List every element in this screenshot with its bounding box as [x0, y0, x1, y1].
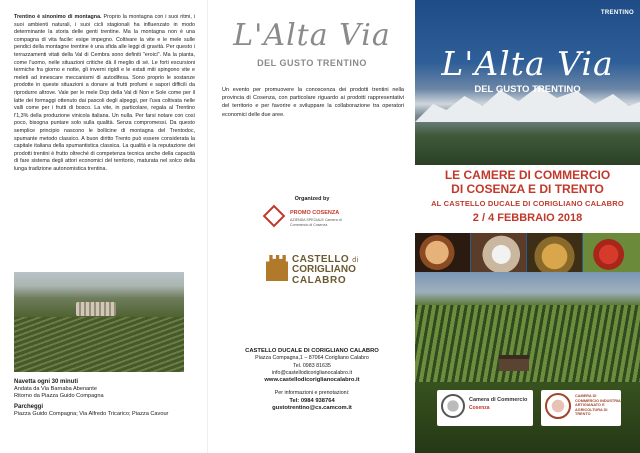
- cover-title-line1: LE CAMERE DI COMMERCIO: [444, 168, 611, 182]
- organized-by-label: Organized by: [294, 196, 330, 202]
- seal-icon: [441, 394, 465, 418]
- intro-text: [14, 14, 195, 173]
- event-logo-script: L'Alta Via: [233, 18, 391, 53]
- vineyard-rows: [14, 317, 184, 372]
- castello-logo: [266, 251, 366, 291]
- cc-trento-logo: [541, 390, 621, 426]
- panel-middle: [207, 0, 415, 453]
- intro-body: Proprio la montagna con i suoi ritmi, i suoi ambienti naturali, i suoi cicli stagionali ha influenzato in modo determinante la storia delle genti trentine. Ma la montagna non è una compagna di vita facile: esige impegno. Coltivare la vite e le mele sulle pendici della montagne trentine è una sfida alle leggi di gravità. Per questo i terrazzamenti vitati della Val di Cembra sono definiti "eroici". Ma la pianta, come l'uomo, nelle situazioni critiche dà il meglio di sé. Le forti escursioni termiche fra giorno e notte, gli inverni rigidi e le estati miti spingono vite e meleti ad innescare meccanismi di autodifesa. Sono proprio le sostanze prodotte in queste situazioni a donare ai frutti profumi e sapori difficili da riprodurre altrove. Vale per le mele Dop della Val di Non e Sole come per il latte dei formaggi ottenuto dai pascoli degli alpeggi, per l'uva coltivata nelle valli come per i frutti di bosco. La vite, in particolare, regala al Trentino l'1,3% della produzione vinicola italiana. Un nulla. Per farsi notare con così poco, bisogna puntare solo sulla qualità. Senza compromessi. Da questo semplice principio nascono le bollicine di montagna del Trentodoc, spumante metodo classico. A buon diritto Trento può essere considerata la capitale italiana della spumantistica classica. La qualità e la reputazione dei prodotti trentini è frutto oltreché di competenza tecnica anche della capacità di fare sistema degli attori economici del territorio, maturata nel solco della lunga tradizione autonomistica trentina.: [14, 14, 195, 172]
- cover-title: [415, 168, 640, 196]
- castello-line2: CORIGLIANO: [292, 264, 356, 275]
- food-photo-wine: [415, 233, 470, 272]
- booking-title: Per informazioni e prenotazioni:: [274, 390, 350, 397]
- cc-cosenza-city: Cosenza: [469, 405, 490, 411]
- cover-title-line2: DI COSENZA E DI TRENTO: [451, 182, 604, 196]
- cover-logo-script: L'Alta Via: [441, 44, 614, 83]
- contact-title: CASTELLO DUCALE DI CORIGLIANO CALABRO: [245, 348, 379, 354]
- cover-logo-sub: DEL GUSTO TRENTINO: [474, 84, 581, 95]
- cover-dates: 2 / 4 FEBBRAIO 2018: [472, 212, 583, 224]
- booking-tel: Tel: 0984 938764: [289, 397, 335, 404]
- cc-cosenza-name: Camera di Commercio: [469, 397, 528, 403]
- promo-sub: AZIENDA SPECIALE Camera di Commercio di Cosenza: [290, 218, 342, 227]
- food-photo-apples: [583, 233, 640, 272]
- navetta-line1: Andata da Via Barnaba Abenante: [14, 386, 97, 393]
- castello-line3: CALABRO: [292, 275, 347, 286]
- cc-trento-name: CAMERA DI COMMERCIO INDUSTRIA ARTIGIANATO E AGRICOLTURA DI TRENTO: [575, 394, 621, 417]
- event-logo-sub: DEL GUSTO TRENTINO: [257, 58, 367, 68]
- promo-diamond-icon: [263, 205, 286, 228]
- castle-icon: [266, 255, 288, 281]
- cover-venue: AL CASTELLO DUCALE DI CORIGLIANO CALABRO: [431, 199, 624, 208]
- panel-cover: [415, 0, 640, 453]
- booking-email[interactable]: gustotrentino@cs.camcom.it: [272, 405, 352, 412]
- contact-email[interactable]: info@castellodicoriglianocalabro.it: [271, 369, 353, 376]
- cc-cosenza-logo: [437, 390, 533, 426]
- intro-lead: Trentino è sinonimo di montagna.: [14, 14, 102, 20]
- promo-cosenza-logo: [266, 203, 366, 231]
- hut-shape: [499, 355, 529, 371]
- trentino-logo: TRENTINO: [600, 10, 634, 16]
- contact-web[interactable]: www.castellodicoriglianocalabro.it: [264, 377, 360, 384]
- food-photo-cheese: [527, 233, 582, 272]
- contact-tel: Tel. 0983 81635: [293, 362, 331, 369]
- food-photo-dish: [471, 233, 526, 272]
- event-description: Un evento per promuovere la conoscenza dei prodotti trentini nella provincia di Cosenza, con particolare riguardo ai prodotti rappresentativi del territorio e per favorire e sviluppare la collaborazione tra operatori economici delle due aree.: [222, 87, 404, 118]
- navetta-title: Navetta ogni 30 minuti: [14, 379, 79, 385]
- castello-di: di: [352, 257, 359, 264]
- vineyard-village-photo: [14, 272, 184, 372]
- vineyard-rows-cover: [415, 305, 640, 385]
- transport-info: [14, 379, 199, 418]
- eagle-seal-icon: [545, 393, 571, 419]
- contact-block: [208, 348, 415, 412]
- promo-name: PROMO COSENZA: [290, 210, 340, 216]
- contact-address: Piazza Compagna,1 – 87064 Corigliano Calabro: [255, 355, 369, 362]
- castello-word: CASTELLO: [292, 254, 350, 265]
- parcheggi-title: Parcheggi: [14, 403, 44, 410]
- parcheggi-line: Piazza Guido Compagna; Via Alfredo Tricarico; Piazza Cavour: [14, 410, 169, 417]
- navetta-line2: Ritorno da Piazza Guido Compagna: [14, 393, 104, 400]
- village-shape: [76, 302, 116, 316]
